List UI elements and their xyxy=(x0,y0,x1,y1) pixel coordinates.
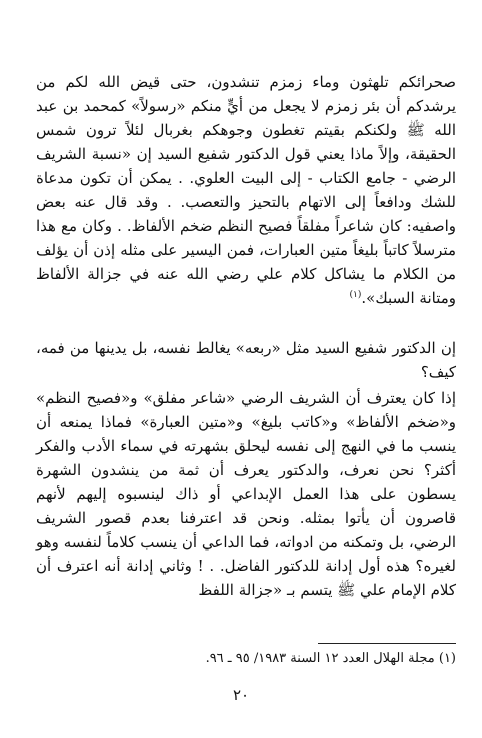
footnote: (١) مجلة الهلال العدد ١٢ السنة ١٩٨٣/ ٩٥ ـ ٩٦. xyxy=(205,651,456,666)
footnote-reference: (١) xyxy=(349,290,362,300)
paragraph-3: إذا كان يعترف أن الشريف الرضي «شاعر مفلق» و«فصيح النظم» و«ضخم الألفاظ» و«كاتب بليغ» و«متين العبارة» فماذا يمنعه أن ينسب ما في النهج إلى نفسه ليحلق بشهرته في سماء الأدب والفكر أكثر؟ نحن نعرف، والدكتور يعرف أن ثمة من ينشدون الشهرة يسطون على هذا العمل الإبداعي أو ذاك لينسبوه إليهم لأنهم قاصرون أن يأتوا بمثله. ونحن قد اعترفنا بعدم قصور الشريف الرضي، بل وتمكنه من ادواته، فما الداعي أن ينسب كلاماً لنفسه وهو لغيره؟ هذه أول إدانة للدكتور الفاضل. . ! وثاني إدانة أنه اعترف أن كلام الإمام علي ﷺ يتسم بـ «جزالة اللفظ xyxy=(36,389,456,599)
paragraph-1-text: صحرائكم تلهثون وماء زمزم تنشدون، حتى قيض الله لكم من يرشدكم أن بئر زمزم لا يجعل من أيٍّ منكم «رسولاً» كمحمد بن عبد الله ﷺ ولكنكم بقيتم تغطون وجوهكم بغربال لئلاً ترون شمس الحقيقة، وإلاً ماذا يعني قول الدكتور شفيع السيد إن «نسبة الشريف الرضي - جامع الكتاب - إلى البيت العلوي. . يمكن أن تكون مدعاة للشك ودافعاً إلى الاتهام بالتحيز والتعصب. . وقد قال عنه بعض واصفيه: كان شاعراً مفلقاً فصيح النظم ضخم الألفاظ. . وكان مع هذا مترسلاً كاتباً بليغاً متين العبارات، فمن اليسير على مثله إذن أن يؤلف من الكلام ما يشاكل كلام علي رضي الله عنه في جزالة الألفاظ ومتانة السبك». xyxy=(36,73,456,307)
paragraph-2: إن الدكتور شفيع السيد مثل «ربعه» يغالط نفسه، بل يدينها من فمه، كيف؟ xyxy=(36,339,456,381)
paragraph-1 xyxy=(36,70,456,310)
footnote-divider xyxy=(318,643,456,644)
page-number: ٢٠ xyxy=(232,686,250,704)
